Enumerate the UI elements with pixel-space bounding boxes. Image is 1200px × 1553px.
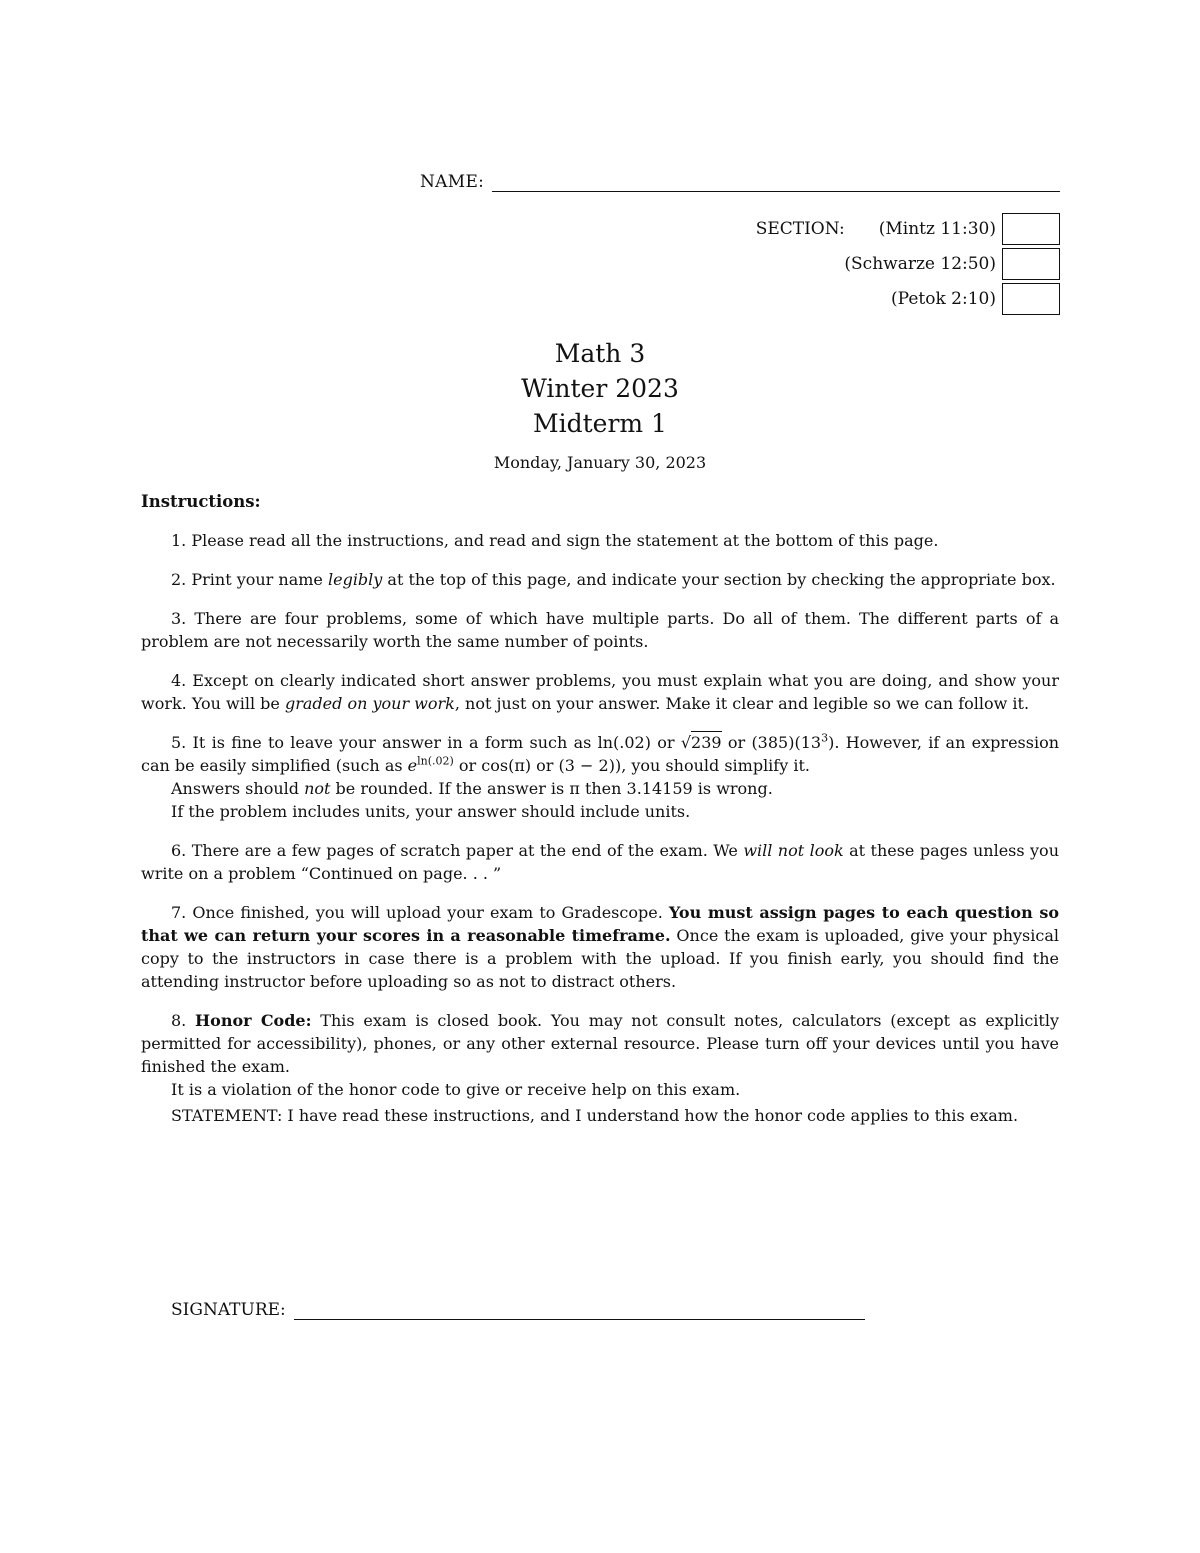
signature-field <box>171 1294 865 1320</box>
sqrt-symbol: √ <box>680 733 692 752</box>
term-title: Winter 2023 <box>521 374 679 403</box>
instruction-5-line-2-a: Answers should <box>171 779 305 798</box>
instruction-5-text-b: or (385)(13 <box>721 733 822 752</box>
instruction-3 <box>141 607 1059 653</box>
instruction-7-bold: You must assign pages to each question so that we can return your scores in a reasonable timeframe. <box>141 903 1059 945</box>
euler-e: e <box>407 756 418 775</box>
section-row-schwarze <box>730 247 1060 281</box>
instruction-7 <box>141 901 1059 993</box>
instruction-7-text-c: Once the exam is uploaded, give your physical copy to the instructors in case there is a problem with the upload. If you finish early, you should find the attending instructor before uploading so as not to distract others. <box>141 926 1060 991</box>
instruction-2-text-c: at the top of this page, and indicate your section by checking the appropriate box. <box>382 570 1056 589</box>
instruction-8-line-2 <box>141 1078 1059 1101</box>
instruction-8-line-2-text: It is a violation of the honor code to give or receive help on this exam. <box>171 1080 741 1099</box>
instruction-6-text-c: at these pages unless you write on a problem “Continued on page. . . ” <box>141 841 1059 883</box>
instruction-4-text-c: , not just on your answer. Make it clear and legible so we can follow it. <box>454 694 1030 713</box>
name-blank-line[interactable] <box>492 171 1060 192</box>
signature-label: SIGNATURE: <box>171 1300 286 1320</box>
instruction-4 <box>141 669 1059 715</box>
instruction-6 <box>141 839 1059 885</box>
honor-statement: STATEMENT: I have read these instructions, and I understand how the honor code applies to this exam. <box>171 1106 1019 1125</box>
section-name-schwarze: (Schwarze 12:50) <box>844 254 996 274</box>
instruction-5 <box>141 731 1059 777</box>
honor-code-label: Honor Code: <box>195 1011 312 1030</box>
instruction-7-text-a: 7. Once finished, you will upload your exam to Gradescope. <box>171 903 669 922</box>
section-checkbox-schwarze[interactable] <box>1002 248 1060 280</box>
section-row-mintz <box>730 212 1060 246</box>
instruction-3-text: 3. There are four problems, some of which have multiple parts. Do all of them. The different parts of a problem are not necessarily worth the same number of points. <box>141 609 1059 651</box>
section-checkbox-petok[interactable] <box>1002 283 1060 315</box>
instructions-section <box>141 490 1059 1101</box>
course-title: Math 3 <box>554 339 646 368</box>
section-name-mintz: (Mintz 11:30) <box>878 219 996 239</box>
exam-date: Monday, January 30, 2023 <box>493 453 707 472</box>
instruction-6-emphasis: will not look <box>743 841 844 860</box>
section-row-petok <box>730 282 1060 316</box>
instruction-5-text-d: or cos(π) or (3 − 2)), you should simplify it. <box>453 756 810 775</box>
instruction-2-text-a: 2. Print your name <box>171 570 328 589</box>
instruction-2 <box>141 568 1059 591</box>
instruction-8-text: This exam is closed book. You may not consult notes, calculators (except as explicitly permitted for accessibility), phones, or any other external resource. Please turn off your devices until you have finished the exam. <box>141 1011 1060 1076</box>
exam-title-block <box>0 336 1200 472</box>
instruction-4-emphasis: graded on your work <box>284 694 455 713</box>
instruction-5-line-3 <box>141 800 1059 823</box>
instruction-8-number: 8. <box>171 1011 196 1030</box>
instruction-2-emphasis: legibly <box>327 570 383 589</box>
section-name-petok: (Petok 2:10) <box>891 289 996 309</box>
sqrt-radicand: 239 <box>691 733 722 752</box>
section-selector <box>730 212 1060 317</box>
instruction-5-line-2-c: be rounded. If the answer is π then 3.14159 is wrong. <box>330 779 773 798</box>
exam-title: Midterm 1 <box>533 409 667 438</box>
name-label: NAME: <box>420 172 485 192</box>
instruction-5-line-3-text: If the problem includes units, your answer should include units. <box>171 802 691 821</box>
signature-blank-line[interactable] <box>294 1299 865 1320</box>
instruction-4-text-a: 4. Except on clearly indicated short answer problems, you must explain what you are doing, and show your work. You will be <box>141 671 1059 713</box>
name-field <box>420 166 1060 192</box>
instructions-heading: Instructions: <box>141 492 261 511</box>
section-label: SECTION: <box>755 219 845 239</box>
instruction-5-text-c: ). However, if an expression can be easily simplified (such as <box>141 733 1060 775</box>
instruction-5-text-a: 5. It is fine to leave your answer in a form such as ln(.02) or <box>171 733 681 752</box>
instruction-5-line-2 <box>141 777 1059 800</box>
instruction-1 <box>141 529 1059 552</box>
exponent-ln: ln(.02) <box>417 754 454 768</box>
instruction-8 <box>141 1009 1059 1078</box>
instruction-5-line-2-emphasis: not <box>304 779 331 798</box>
section-checkbox-mintz[interactable] <box>1002 213 1060 245</box>
instruction-1-text: 1. Please read all the instructions, and read and sign the statement at the bottom of this page. <box>171 531 939 550</box>
instruction-6-text-a: 6. There are a few pages of scratch paper at the end of the exam. We <box>171 841 744 860</box>
exponent-3: 3 <box>821 731 829 745</box>
